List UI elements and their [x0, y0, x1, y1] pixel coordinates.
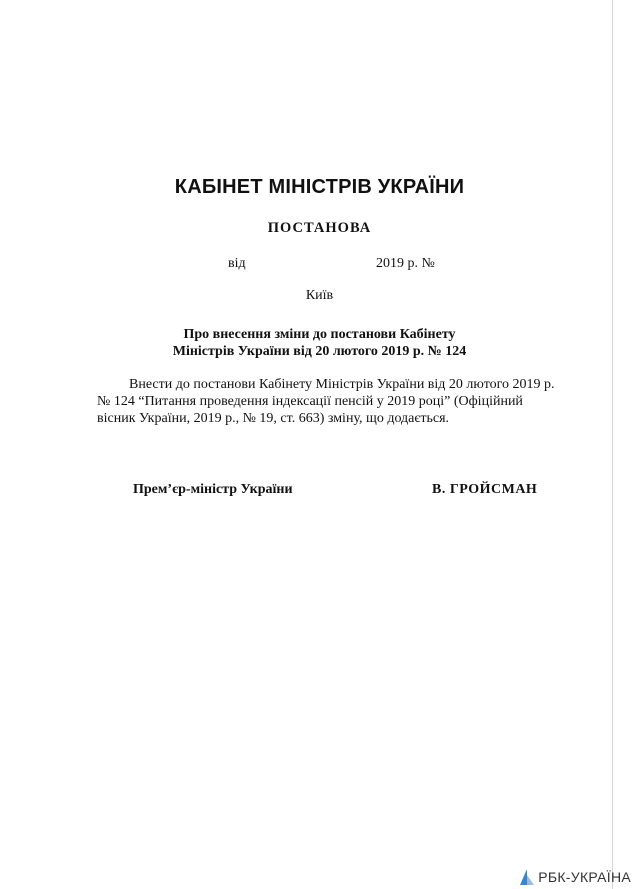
heading-line: Про внесення зміни до постанови Кабінету: [183, 327, 456, 342]
document-heading: [0, 326, 639, 360]
watermark: [520, 869, 631, 885]
date-year-number: 2019 р. №: [376, 256, 435, 271]
date-from-label: від: [228, 256, 246, 271]
watermark-text: РБК-УКРАЇНА: [538, 869, 631, 885]
signature-name: В. ГРОЙСМАН: [432, 482, 538, 497]
body-line: Внести до постанови Кабінету Міністрів України від 20 лютого 2019 р.: [129, 377, 555, 392]
signature-position: Прем’єр-міністр України: [133, 482, 293, 497]
heading-line: Міністрів України від 20 лютого 2019 р. № 124: [172, 344, 467, 359]
rbc-logo-icon: [520, 869, 534, 885]
document-subtitle: ПОСТАНОВА: [267, 220, 372, 236]
document-city: Київ: [305, 288, 334, 303]
document-title: КАБІНЕТ МІНІСТРІВ УКРАЇНИ: [174, 176, 465, 198]
body-line: вісник України, 2019 р., № 19, ст. 663) зміну, що додається.: [97, 411, 450, 426]
scan-edge-line: [612, 0, 613, 889]
body-line: № 124 “Питання проведення індексації пенсій у 2019 році” (Офіційний: [97, 394, 523, 409]
document-body: [97, 376, 567, 427]
